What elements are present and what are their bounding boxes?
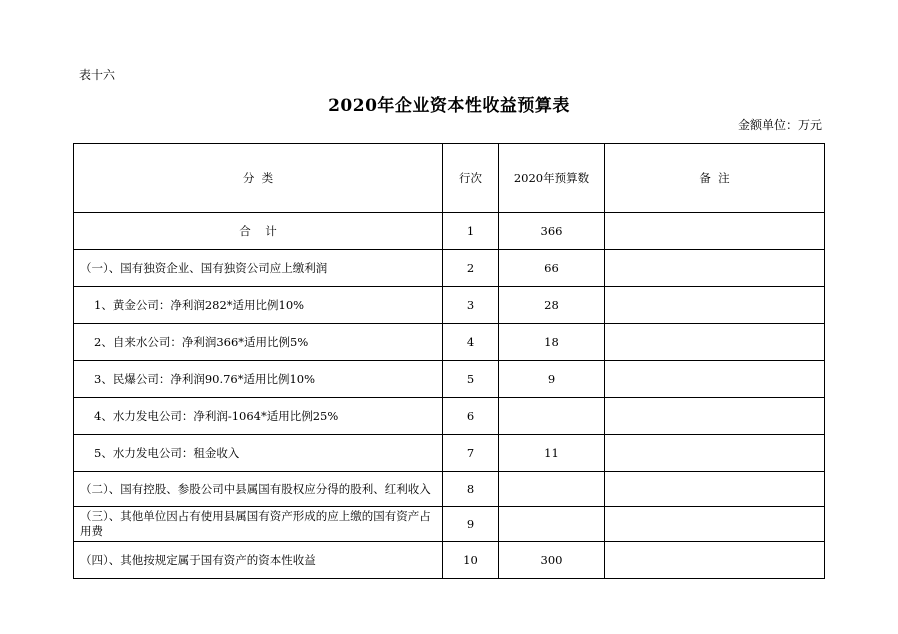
row-note	[605, 213, 825, 250]
amount-unit: 金额单位：万元	[737, 118, 822, 132]
row-number: 8	[443, 472, 499, 507]
header-row-number: 行次	[443, 144, 499, 213]
row-amount: 18	[499, 324, 605, 361]
row-amount	[499, 472, 605, 507]
table-header-row	[74, 144, 825, 213]
page-title: 2020年企业资本性收益预算表	[328, 96, 570, 116]
row-note	[605, 542, 825, 579]
row-number: 10	[443, 542, 499, 579]
row-amount: 66	[499, 250, 605, 287]
row-number: 2	[443, 250, 499, 287]
row-category: 2、自来水公司：净利润366*适用比例5%	[74, 324, 443, 361]
row-amount	[499, 398, 605, 435]
row-number: 3	[443, 287, 499, 324]
header-note: 备 注	[605, 144, 825, 213]
row-amount: 366	[499, 213, 605, 250]
row-number: 6	[443, 398, 499, 435]
table-row	[74, 287, 825, 324]
row-note	[605, 287, 825, 324]
row-category: 合 计	[74, 213, 443, 250]
row-category: 5、水力发电公司：租金收入	[74, 435, 443, 472]
row-category: （二）、国有控股、参股公司中县属国有股权应分得的股利、红利收入	[74, 472, 443, 507]
row-category: 4、水力发电公司：净利润-1064*适用比例25%	[74, 398, 443, 435]
row-amount: 300	[499, 542, 605, 579]
table-row	[74, 250, 825, 287]
table-row	[74, 324, 825, 361]
table-number: 表十六	[79, 68, 116, 82]
row-amount: 28	[499, 287, 605, 324]
row-amount: 9	[499, 361, 605, 398]
row-number: 5	[443, 361, 499, 398]
row-number: 4	[443, 324, 499, 361]
row-note	[605, 507, 825, 542]
row-category: （一）、国有独资企业、国有独资公司应上缴利润	[74, 250, 443, 287]
row-number: 1	[443, 213, 499, 250]
table-row	[74, 507, 825, 542]
table-row	[74, 542, 825, 579]
row-category: （三）、其他单位因占有使用县属国有资产形成的应上缴的国有资产占用费	[74, 507, 443, 542]
row-note	[605, 472, 825, 507]
table-row	[74, 435, 825, 472]
table-row	[74, 472, 825, 507]
row-amount: 11	[499, 435, 605, 472]
row-note	[605, 250, 825, 287]
row-note	[605, 361, 825, 398]
table-row	[74, 398, 825, 435]
row-category: 1、黄金公司：净利润282*适用比例10%	[74, 287, 443, 324]
table-row	[74, 213, 825, 250]
row-note	[605, 435, 825, 472]
header-category: 分 类	[74, 144, 443, 213]
row-number: 7	[443, 435, 499, 472]
row-amount	[499, 507, 605, 542]
row-category: （四）、其他按规定属于国有资产的资本性收益	[74, 542, 443, 579]
row-category: 3、民爆公司：净利润90.76*适用比例10%	[74, 361, 443, 398]
budget-table	[73, 143, 825, 579]
table-row	[74, 361, 825, 398]
row-note	[605, 324, 825, 361]
row-number: 9	[443, 507, 499, 542]
row-note	[605, 398, 825, 435]
header-budget-amount: 2020年预算数	[499, 144, 605, 213]
